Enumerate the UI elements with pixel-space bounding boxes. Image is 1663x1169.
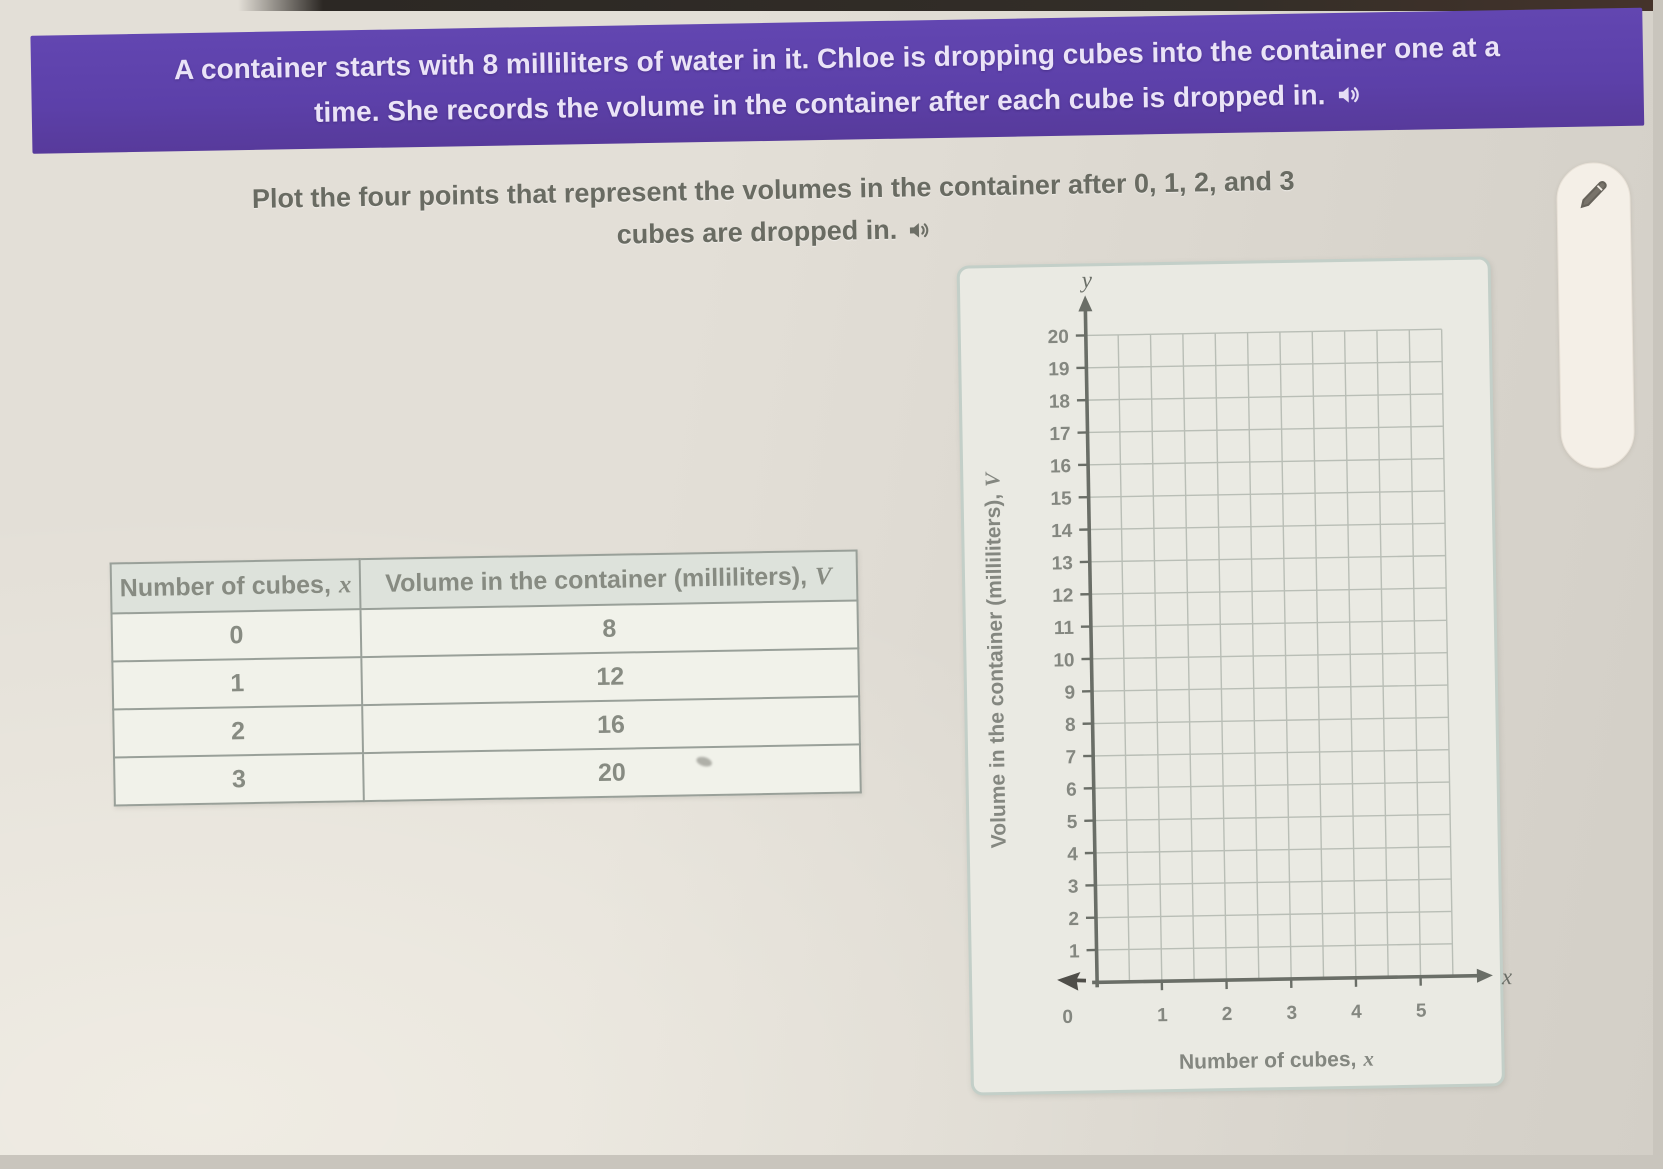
svg-text:11: 11 [1054,618,1075,639]
table-body [112,600,861,805]
svg-text:5: 5 [1416,1001,1427,1022]
svg-text:4: 4 [1067,844,1078,865]
svg-text:17: 17 [1049,424,1071,445]
svg-text:2: 2 [1222,1004,1233,1025]
instruction-line1: Plot the four points that represent the volumes in the container after 0, 1, 2, and 3 [143,158,1404,222]
plot-area[interactable] [960,259,1502,1092]
svg-text:6: 6 [1066,780,1077,801]
svg-text:Volume in the container (milli: Volume in the container (milliliters),V [980,471,1011,849]
values-table [110,549,862,806]
speaker-icon[interactable] [907,212,932,254]
graph-panel [957,256,1505,1095]
svg-text:9: 9 [1064,683,1075,704]
table-cell: 0 [112,609,362,661]
tool-button-2[interactable] [1571,224,1618,267]
svg-text:14: 14 [1051,521,1073,542]
svg-text:7: 7 [1065,747,1076,768]
table-cell: 12 [361,648,859,705]
table-cell: 16 [362,696,860,753]
svg-text:19: 19 [1048,359,1070,380]
instruction-line2: cubes are dropped in. [144,200,1405,268]
svg-text:8: 8 [1065,715,1076,736]
svg-text:16: 16 [1050,456,1072,477]
problem-text-line1: A container starts with 8 milliliters of water in it. Chloe is dropping cubes into the container one at a [31,22,1644,95]
svg-text:2: 2 [1068,909,1079,930]
column-header-volume: Volume in the container (milliliters), V [360,550,858,609]
svg-text:4: 4 [1351,1002,1362,1023]
problem-banner [30,8,1644,154]
table-cell: 1 [112,657,362,709]
svg-text:0: 0 [1062,1007,1073,1028]
table-cell: 3 [114,753,364,805]
svg-text:10: 10 [1053,650,1075,671]
table-cell: 8 [360,600,858,657]
column-header-cubes: Number of cubes, x [111,559,361,613]
speaker-icon[interactable] [1335,76,1362,121]
svg-text:3: 3 [1068,877,1079,898]
svg-text:15: 15 [1050,488,1072,509]
svg-text:18: 18 [1049,391,1071,412]
svg-text:3: 3 [1286,1003,1297,1024]
svg-text:1: 1 [1157,1005,1168,1026]
svg-text:13: 13 [1051,553,1073,574]
tool-button-4[interactable] [1573,354,1620,423]
pencil-tool-button[interactable] [1571,175,1616,216]
problem-text-line2: time. She records the volume in the container after each cube is dropped in. [31,67,1644,144]
svg-text:1: 1 [1069,941,1080,962]
table-cell: 20 [363,744,861,801]
pencil-icon [1575,176,1612,213]
svg-text:5: 5 [1067,812,1078,833]
svg-text:y: y [1080,267,1093,292]
table-cell: 2 [113,705,363,757]
svg-text:Number of cubes,x: Number of cubes, x [1179,1047,1374,1074]
svg-text:x: x [1501,964,1513,989]
graph-toolbar [1556,162,1635,469]
instruction [143,158,1404,268]
svg-text:12: 12 [1052,585,1074,606]
tool-button-3[interactable] [1572,275,1619,346]
svg-text:20: 20 [1048,327,1070,348]
